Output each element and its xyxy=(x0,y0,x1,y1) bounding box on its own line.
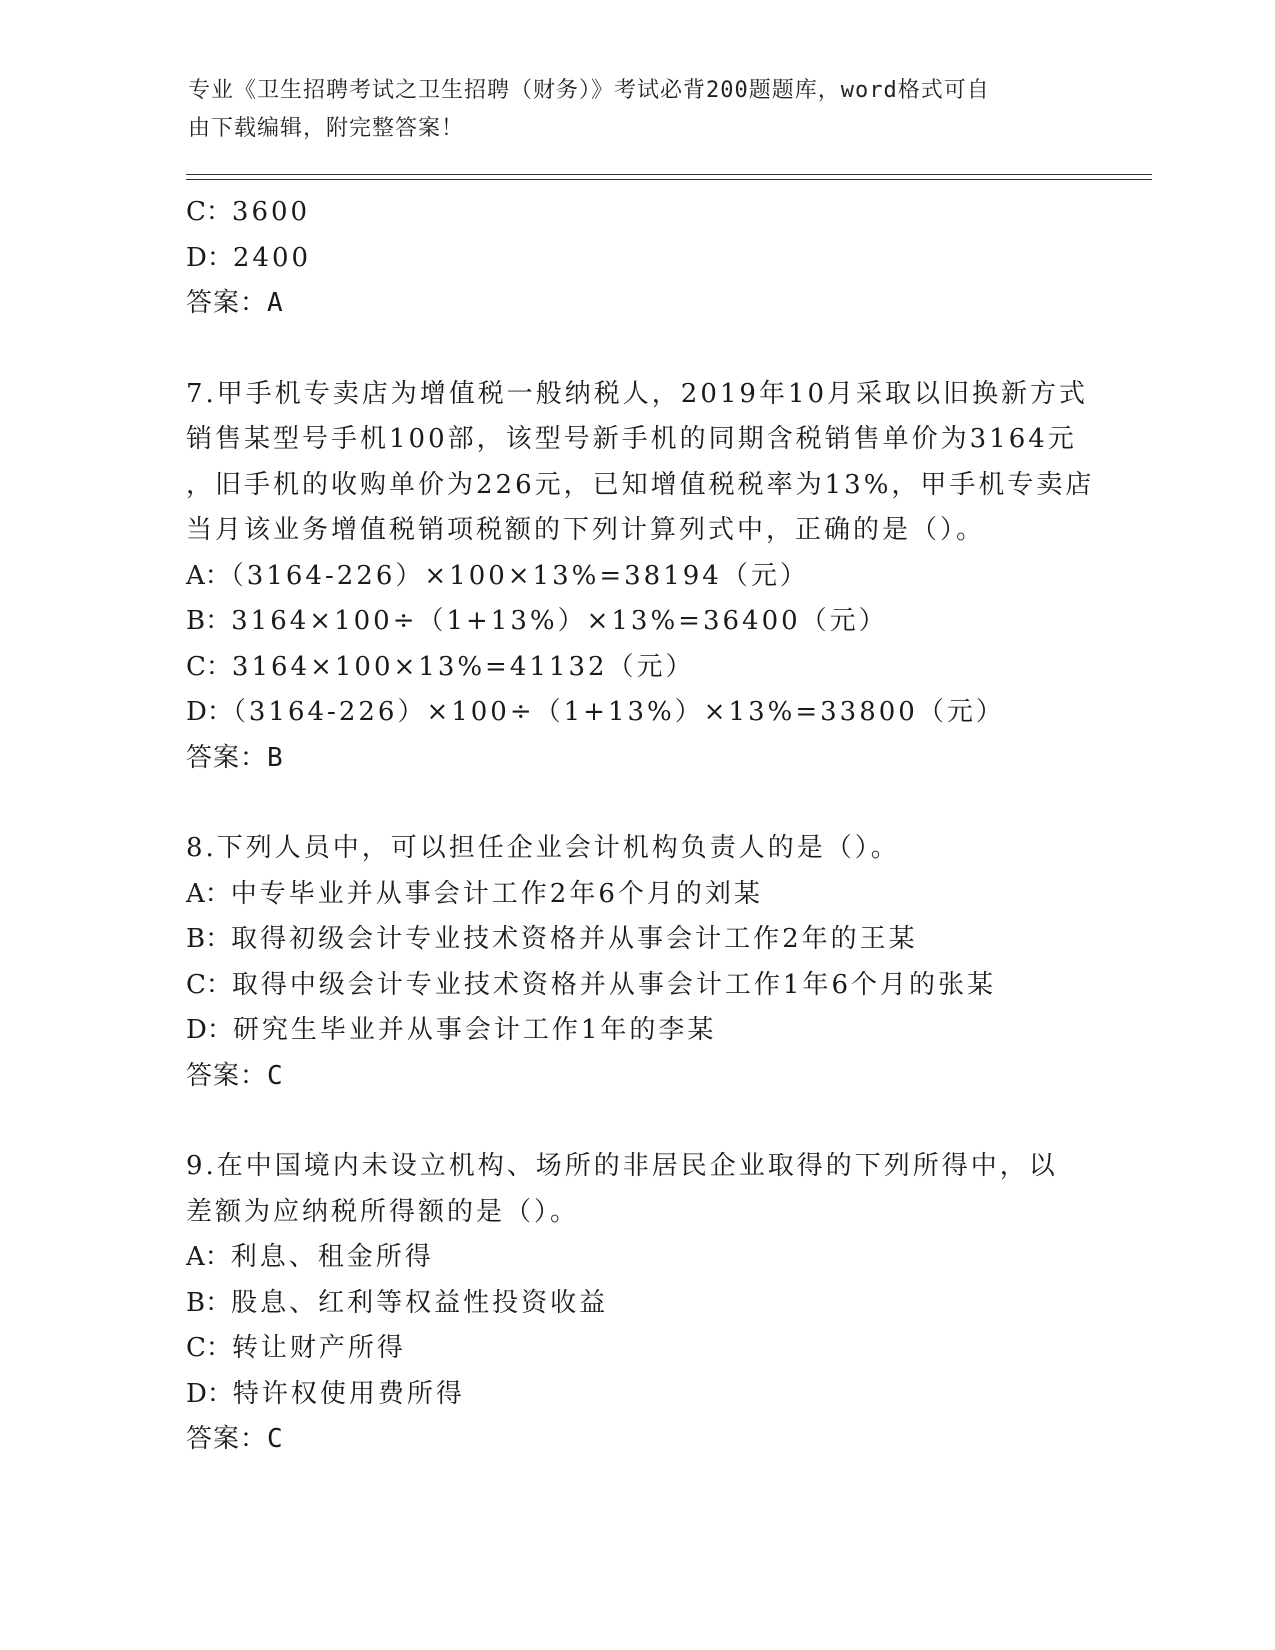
option-key: D： xyxy=(186,1378,233,1409)
option-b xyxy=(186,1281,1086,1327)
option-text: 中专毕业并从事会计工作2年6个月的刘某 xyxy=(230,878,763,909)
question-stem-line: 差额为应纳税所得额的是（）。 xyxy=(186,1196,580,1227)
option-key: A： xyxy=(186,878,231,909)
option-text: 3164×100×13%=41132（元） xyxy=(231,651,695,682)
option-a xyxy=(186,554,1086,600)
header-line-2: 由下载编辑，附完整答案！ xyxy=(188,116,465,141)
option-a xyxy=(186,872,1086,918)
document-body xyxy=(186,190,1095,1463)
answer-line: 答案：C xyxy=(186,1424,284,1454)
question-stem-line: 当月该业务增值税销项税额的下列计算列式中，正确的是（）。 xyxy=(186,515,986,545)
option-key: C： xyxy=(186,651,232,682)
option-c xyxy=(186,190,1086,236)
option-d xyxy=(186,690,1086,736)
option-key: B： xyxy=(186,924,232,954)
spacer xyxy=(186,1099,1086,1144)
option-key: C： xyxy=(186,197,232,227)
question-stem-line: 销售某型号手机100部，该型号新手机的同期含税销售单价为3164元 xyxy=(186,424,1077,454)
spacer xyxy=(186,781,1086,826)
option-key: A： xyxy=(186,560,231,591)
option-text: 转让财产所得 xyxy=(231,1333,406,1363)
option-text: （3164-226）×100÷（1+13%）×13%=33800（元） xyxy=(232,697,1005,727)
option-text: （3164-226）×100×13%=38194（元） xyxy=(230,560,809,591)
question-stem-line: 9.在中国境内未设立机构、场所的非居民企业取得的下列所得中，以 xyxy=(186,1151,1058,1181)
option-key: C： xyxy=(186,969,232,1000)
option-key: A： xyxy=(186,1242,231,1272)
answer-line: 答案：B xyxy=(186,742,284,773)
answer-line: 答案：A xyxy=(186,288,284,318)
option-b xyxy=(186,917,1086,963)
option-text: 3164×100÷（1+13%）×13%=36400（元） xyxy=(231,606,888,636)
option-text: 研究生毕业并从事会计工作1年的李某 xyxy=(232,1015,717,1045)
option-text: 取得中级会计专业技术资格并从事会计工作1年6个月的张某 xyxy=(231,969,996,1000)
option-b xyxy=(186,599,1086,645)
option-c xyxy=(186,1326,1086,1372)
question-stem-line: 8.下列人员中，可以担任企业会计机构负责人的是（）。 xyxy=(186,833,900,863)
option-key: D： xyxy=(186,697,233,727)
option-text: 特许权使用费所得 xyxy=(232,1378,465,1409)
option-text: 2400 xyxy=(232,242,312,273)
question-7 xyxy=(186,372,1095,782)
prev-question-block xyxy=(186,190,1086,327)
option-key: D： xyxy=(186,242,233,273)
header-line-1: 专业《卫生招聘考试之卫生招聘（财务）》考试必背200题题库，word格式可自 xyxy=(188,78,990,103)
option-d xyxy=(186,236,1086,282)
option-c xyxy=(186,963,1086,1009)
option-text: 取得初级会计专业技术资格并从事会计工作2年的王某 xyxy=(231,924,918,954)
document-header xyxy=(188,72,1088,148)
option-text: 利息、租金所得 xyxy=(230,1242,434,1272)
spacer xyxy=(186,327,1086,372)
option-key: D： xyxy=(186,1015,233,1045)
option-text: 3600 xyxy=(231,197,311,227)
question-8 xyxy=(186,826,1086,1099)
option-d xyxy=(186,1008,1086,1054)
option-key: B： xyxy=(186,606,232,636)
header-divider xyxy=(186,174,1152,180)
option-key: C： xyxy=(186,1333,232,1363)
option-key: B： xyxy=(186,1287,232,1318)
option-c xyxy=(186,645,1086,691)
option-text: 股息、红利等权益性投资收益 xyxy=(231,1287,609,1318)
option-a xyxy=(186,1235,1086,1281)
question-9 xyxy=(186,1144,1086,1463)
option-d xyxy=(186,1372,1086,1418)
answer-line: 答案：C xyxy=(186,1060,284,1091)
question-stem-line: 7.甲手机专卖店为增值税一般纳税人，2019年10月采取以旧换新方式 xyxy=(186,378,1089,409)
question-stem-line: ，旧手机的收购单价为226元，已知增值税税率为13%，甲手机专卖店 xyxy=(186,469,1095,500)
